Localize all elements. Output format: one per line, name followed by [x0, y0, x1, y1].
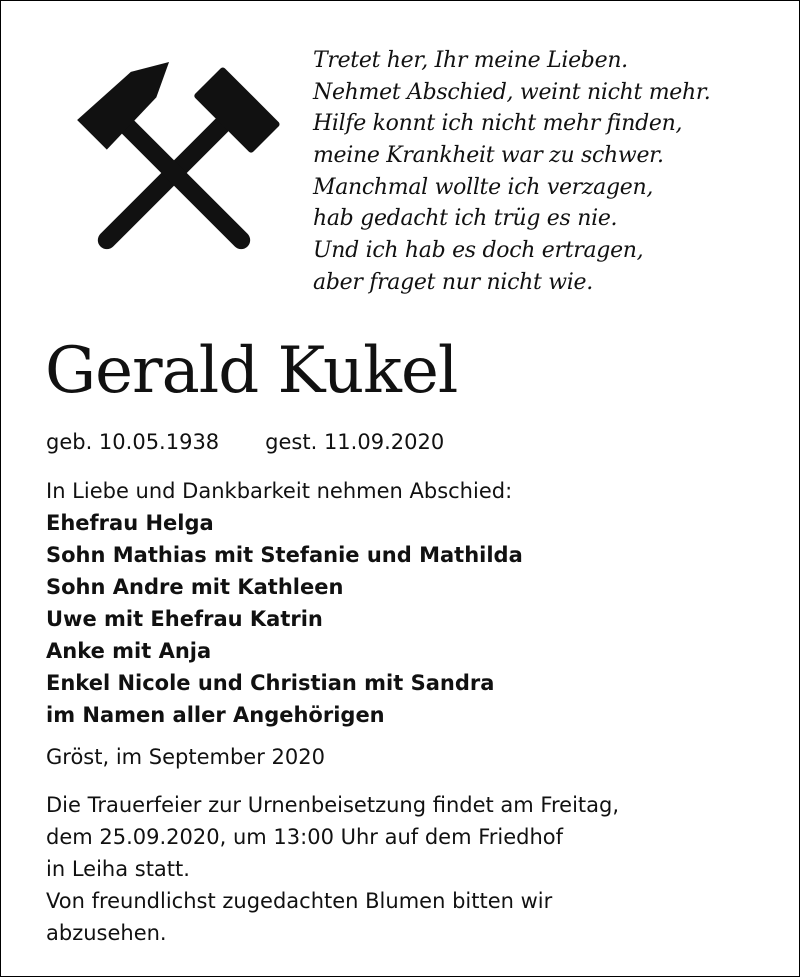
hammer-and-pick-icon	[59, 61, 289, 286]
death-date: gest. 11.09.2020	[265, 430, 445, 454]
poem	[313, 45, 710, 299]
poem-line: Tretet her, Ihr meine Lieben.	[313, 48, 628, 73]
poem-line: meine Krankheit war zu schwer.	[313, 143, 664, 169]
deceased-name: Gerald Kukel	[45, 334, 458, 408]
poem-line: Nehmet Abschied, weint nicht mehr.	[313, 79, 711, 105]
poem-line: Und ich hab es doch ertragen,	[313, 238, 644, 264]
notice-line: Von freundlichst zugedachten Blumen bitten wir	[46, 889, 553, 913]
mourner-line: Uwe mit Ehefrau Katrin	[46, 607, 323, 631]
notice-line: abzusehen.	[46, 921, 167, 945]
notice-line: in Leiha statt.	[46, 857, 190, 881]
poem-line: aber fraget nur nicht wie.	[313, 269, 593, 295]
mourner-line: im Namen aller Angehörigen	[46, 703, 385, 727]
mourner-line: Sohn Mathias mit Stefanie und Mathilda	[46, 543, 523, 567]
poem-line: Manchmal wollte ich verzagen,	[313, 174, 654, 200]
mourners-list	[46, 507, 523, 731]
mourner-line: Enkel Nicole und Christian mit Sandra	[46, 671, 495, 695]
poem-line: Hilfe konnt ich nicht mehr finden,	[313, 111, 683, 137]
mourner-line: Ehefrau Helga	[46, 511, 214, 535]
place-and-date: Gröst, im September 2020	[46, 745, 325, 769]
notice-line: dem 25.09.2020, um 13:00 Uhr auf dem Friedhof	[46, 825, 564, 849]
birth-date: geb. 10.05.1938	[46, 430, 220, 454]
poem-line: hab gedacht ich trüg es nie.	[313, 206, 618, 232]
mourner-line: Sohn Andre mit Kathleen	[46, 575, 344, 599]
mourner-line: Anke mit Anja	[46, 639, 212, 663]
mourners-intro: In Liebe und Dankbarkeit nehmen Abschied:	[46, 479, 513, 503]
funeral-notice	[46, 789, 619, 949]
notice-line: Die Trauerfeier zur Urnenbeisetzung findet am Freitag,	[46, 793, 620, 817]
life-dates	[46, 426, 444, 458]
